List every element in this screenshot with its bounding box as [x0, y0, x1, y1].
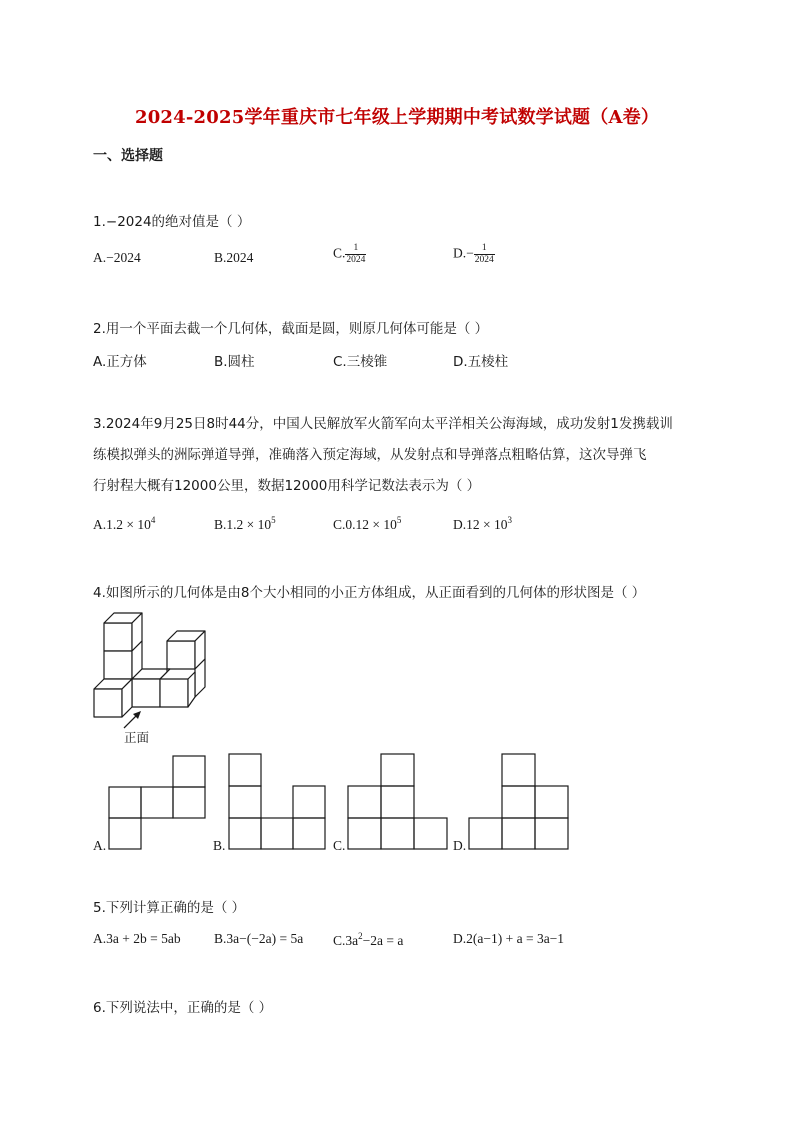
fraction-denominator: 2024	[346, 255, 366, 265]
q3-line-2: 练模拟弹头的洲际弹道导弹，准确落入预定海域，从发射点和导弹落点粗略估算，这次导弹飞	[93, 447, 647, 463]
q4-option-d-label: D.	[453, 838, 467, 853]
q3-option-d-exponent: 3	[507, 515, 512, 525]
q3-option-c	[333, 515, 401, 533]
q1-option-b: B.2024	[214, 250, 254, 265]
q3-option-a-exponent: 4	[150, 515, 156, 525]
q4-option-d-figure	[468, 753, 570, 851]
q4-option-a-label: A.	[93, 838, 107, 853]
q4-option-c-figure	[347, 753, 449, 851]
cube-face	[132, 679, 160, 707]
q4-option-b-label: B.	[213, 838, 226, 853]
cube-face	[167, 641, 195, 669]
question-5-stem: 5.下列计算正确的是（ ）	[93, 900, 246, 916]
q5-option-c-rest: −2a = a	[362, 933, 404, 948]
q3-option-d-base: D.12 × 10	[453, 517, 508, 532]
q3-option-c-exponent: 5	[396, 515, 402, 525]
q3-option-c-base: C.0.12 × 10	[333, 517, 397, 532]
q3-option-b	[214, 515, 276, 533]
q5-option-c	[333, 931, 403, 949]
q4-option-a-figure	[108, 755, 208, 851]
q2-option-b: B.圆柱	[214, 354, 255, 370]
cube-face	[188, 672, 195, 707]
q1-option-c-prefix: C.	[333, 245, 346, 261]
q5-option-d: D.2(a−1) + a = 3a−1	[453, 931, 565, 946]
q5-option-c-exponent: 2	[358, 931, 363, 941]
q5-option-b: B.3a−(−2a) = 5a	[214, 931, 304, 946]
q5-option-c-base: C.3a	[333, 933, 359, 948]
q3-option-d	[453, 515, 512, 533]
question-4-stem: 4.如图所示的几何体是由8个大小相同的小正方体组成，从正面看到的几何体的形状图是（ ）	[93, 585, 646, 601]
cube-face	[104, 623, 132, 651]
question-2-stem: 2.用一个平面去截一个几何体，截面是圆，则原几何体可能是（ ）	[93, 321, 489, 337]
q1-option-a: A.−2024	[93, 250, 141, 265]
q4-option-c-label: C.	[333, 838, 346, 853]
q3-option-b-base: B.1.2 × 10	[214, 517, 272, 532]
q3-option-a	[93, 515, 155, 533]
q1-option-c-fraction	[345, 243, 366, 266]
fraction-numerator: 1	[345, 243, 366, 255]
page-title: 2024-2025学年重庆市七年级上学期期中考试数学试题（A卷）	[134, 107, 660, 128]
q3-option-b-exponent: 5	[271, 515, 276, 525]
cube-face	[160, 679, 188, 707]
cube-solid-figure	[90, 608, 220, 733]
cube-face	[104, 651, 132, 679]
section-heading: 一、选择题	[93, 148, 163, 164]
question-1-stem: 1.−2024的绝对值是（ ）	[93, 214, 251, 230]
fraction-numerator: 1	[474, 243, 495, 255]
q3-line-3: 行射程大概有12000公里，数据12000用科学记数法表示为（ ）	[93, 478, 481, 494]
q1-option-d-fraction	[474, 243, 495, 266]
q3-line-1: 3.2024年9月25日8时44分，中国人民解放军火箭军向太平洋相关公海海域，成功发射1发携载训	[93, 416, 673, 432]
cube-face	[94, 689, 122, 717]
q5-option-a: A.3a + 2b = 5ab	[93, 931, 181, 946]
q1-option-c	[333, 243, 366, 266]
front-view-label: 正面	[124, 730, 150, 745]
fraction-denominator: 2024	[474, 255, 494, 265]
q1-option-d-prefix: D.−	[453, 245, 474, 261]
q2-option-c: C.三棱锥	[333, 354, 388, 370]
q2-option-d: D.五棱柱	[453, 354, 509, 370]
q3-option-a-base: A.1.2 × 10	[93, 517, 151, 532]
q4-option-b-figure	[228, 753, 328, 851]
question-6-stem: 6.下列说法中，正确的是（ ）	[93, 1000, 273, 1016]
q2-option-a: A.正方体	[93, 354, 147, 370]
q1-option-d	[453, 243, 495, 266]
question-3-stem	[93, 409, 713, 502]
